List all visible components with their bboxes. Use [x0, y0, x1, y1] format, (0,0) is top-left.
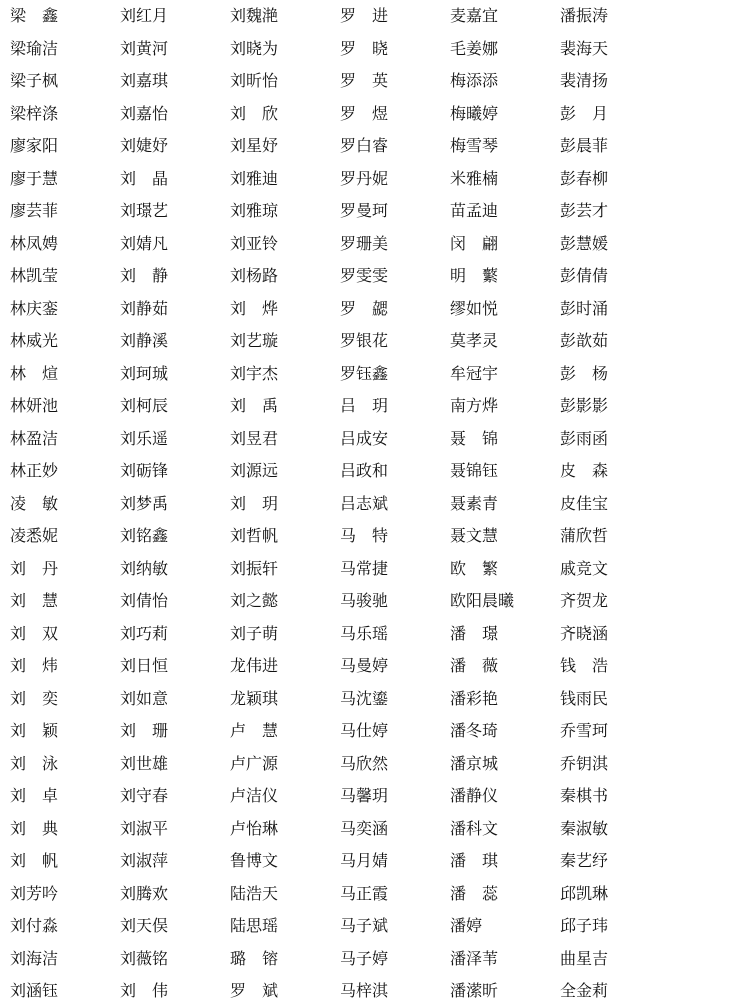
name-cell: 罗 进	[340, 6, 388, 25]
name-cell: 刘 颖	[10, 721, 58, 740]
name-cell: 马骏驰	[340, 591, 389, 610]
name-cell: 刘倩怡	[120, 591, 169, 610]
name-cell: 刘 炜	[10, 656, 58, 675]
name-cell: 刘振轩	[230, 558, 279, 578]
name-cell: 刘纳敏	[120, 558, 169, 578]
name-cell: 林 煊	[10, 363, 58, 383]
name-cell: 欧 繁	[450, 558, 498, 578]
name-cell: 欧阳晨曦	[450, 591, 515, 610]
name-cell: 米雅楠	[450, 168, 499, 188]
name-cell: 聂文慧	[450, 526, 499, 545]
name-cell: 乔雪珂	[560, 721, 609, 740]
name-cell: 林庆銮	[10, 298, 59, 318]
name-cell: 吕政和	[340, 461, 389, 480]
name-cell: 彭芸才	[560, 201, 609, 220]
name-cell: 刘婧凡	[120, 233, 169, 253]
name-cell: 潘彩艳	[450, 688, 499, 708]
name-cell: 钱 浩	[560, 656, 608, 675]
name-cell: 刘 珊	[120, 721, 168, 740]
name-cell: 潘振涛	[560, 6, 609, 25]
name-cell: 潘 琪	[450, 851, 498, 870]
name-cell: 潘潆昕	[450, 981, 499, 1000]
name-cell: 刘 典	[10, 818, 58, 838]
name-cell: 彭 杨	[560, 363, 608, 383]
name-cell: 聂锦钰	[450, 461, 499, 480]
name-cell: 陆思瑶	[230, 916, 279, 935]
name-cell: 马正霞	[340, 883, 389, 903]
name-cell: 梅曦婷	[450, 103, 499, 123]
name-cell: 马梓淇	[340, 981, 389, 1000]
name-cell: 曲星吉	[560, 948, 609, 968]
name-cell: 刘雅迪	[230, 168, 279, 188]
name-cell: 刘日恒	[120, 656, 169, 675]
name-cell: 刘淑萍	[120, 851, 169, 870]
name-cell: 廖家阳	[10, 136, 59, 155]
name-cell: 彭倩倩	[560, 266, 609, 285]
name-cell: 刘嘉琪	[120, 71, 169, 90]
name-cell: 刘雅琼	[230, 201, 279, 220]
name-cell: 林威光	[10, 331, 59, 350]
name-cell: 彭雨函	[560, 428, 609, 448]
name-cell: 刘 帆	[10, 851, 58, 870]
name-cell: 罗钰鑫	[340, 363, 389, 383]
name-cell: 鲁博文	[230, 851, 279, 870]
name-cell: 潘 璟	[450, 623, 498, 643]
name-cell: 林妍池	[10, 396, 59, 415]
name-cell: 陆浩天	[230, 883, 279, 903]
name-cell: 廖于慧	[10, 168, 59, 188]
name-cell: 马子斌	[340, 916, 389, 935]
name-cell: 齐贺龙	[560, 591, 609, 610]
name-cell: 齐晓涵	[560, 623, 609, 643]
name-cell: 刘星妤	[230, 136, 279, 155]
name-cell: 刘 泳	[10, 753, 58, 773]
name-cell: 刘 慧	[10, 591, 58, 610]
name-cell: 马欣然	[340, 753, 389, 773]
name-cell: 刘 双	[10, 623, 58, 643]
name-cell: 刘淑平	[120, 818, 169, 838]
name-cell: 刘昱君	[230, 428, 279, 448]
name-cell: 马月婧	[340, 851, 389, 870]
name-cell: 罗丹妮	[340, 168, 389, 188]
name-cell: 梁子枫	[10, 71, 59, 90]
name-cell: 吕志斌	[340, 493, 389, 513]
name-cell: 秦棋书	[560, 786, 609, 805]
name-cell: 潘科文	[450, 818, 499, 838]
name-cell: 马乐瑶	[340, 623, 389, 643]
name-cell: 刘付淼	[10, 916, 59, 935]
name-cell: 刘天俣	[120, 916, 169, 935]
name-cell: 彭春柳	[560, 168, 609, 188]
name-cell: 马沈鎏	[340, 688, 389, 708]
name-cell: 牟冠宇	[450, 363, 499, 383]
name-cell: 邱子玮	[560, 916, 609, 935]
name-cell: 潘 蕊	[450, 883, 498, 903]
name-cell: 马仕婷	[340, 721, 389, 740]
name-cell: 梅雪琴	[450, 136, 499, 155]
name-cell: 彭慧媛	[560, 233, 609, 253]
name-cell: 彭时涌	[560, 298, 609, 318]
name-cell: 彭晨菲	[560, 136, 609, 155]
name-cell: 刘薇铭	[120, 948, 169, 968]
name-cell: 刘 烨	[230, 298, 278, 318]
name-cell: 刘杨路	[230, 266, 279, 285]
name-cell: 刘 伟	[120, 981, 168, 1000]
name-cell: 彭 月	[560, 103, 608, 123]
name-cell: 凌 敏	[10, 493, 58, 513]
name-cell: 皮 森	[560, 461, 608, 480]
name-cell: 潘婷	[450, 916, 483, 935]
name-cell: 林盈洁	[10, 428, 59, 448]
name-cell: 刘静茹	[120, 298, 169, 318]
name-cell: 刘 禹	[230, 396, 278, 415]
name-cell: 聂 锦	[450, 428, 498, 448]
name-cell: 裴清扬	[560, 71, 609, 90]
name-cell: 林凯莹	[10, 266, 59, 285]
name-cell: 戚竞文	[560, 558, 609, 578]
name-cell: 卢洁仪	[230, 786, 279, 805]
name-cell: 刘晓为	[230, 38, 279, 58]
name-cell: 刘红月	[120, 6, 169, 25]
name-cell: 刘 晶	[120, 168, 168, 188]
name-cell: 明 蘩	[450, 266, 498, 285]
name-cell: 麦嘉宜	[450, 6, 499, 25]
name-cell: 南方烨	[450, 396, 499, 415]
name-cell: 刘乐遥	[120, 428, 169, 448]
name-cell: 刘之懿	[230, 591, 279, 610]
name-cell: 马曼婷	[340, 656, 389, 675]
name-cell: 罗 煜	[340, 103, 388, 123]
name-cell: 刘梦禹	[120, 493, 169, 513]
name-cell: 罗白睿	[340, 136, 389, 155]
name-cell: 马子婷	[340, 948, 389, 968]
name-cell: 秦淑敏	[560, 818, 609, 838]
name-cell: 刘静溪	[120, 331, 169, 350]
name-cell: 彭歆茹	[560, 331, 609, 350]
name-cell: 龙伟进	[230, 656, 279, 675]
name-cell: 梁 鑫	[10, 6, 58, 25]
name-cell: 潘京城	[450, 753, 499, 773]
name-cell: 罗 晓	[340, 38, 388, 58]
name-cell: 刘黄河	[120, 38, 169, 58]
name-cell: 吕成安	[340, 428, 389, 448]
name-cell: 刘 奕	[10, 688, 58, 708]
name-cell: 罗 英	[340, 71, 388, 90]
name-cell: 刘 丹	[10, 558, 58, 578]
name-cell: 刘璟艺	[120, 201, 169, 220]
name-cell: 刘如意	[120, 688, 169, 708]
name-cell: 刘 静	[120, 266, 168, 285]
name-cell: 罗雯雯	[340, 266, 389, 285]
name-cell: 潘冬琦	[450, 721, 499, 740]
name-cell: 刘 欣	[230, 103, 278, 123]
name-cell: 梅添添	[450, 71, 499, 90]
name-cell: 刘涵钰	[10, 981, 59, 1000]
name-cell: 马 特	[340, 526, 388, 545]
name-cell: 潘 薇	[450, 656, 498, 675]
name-cell: 刘世雄	[120, 753, 169, 773]
name-cell: 林凤娉	[10, 233, 59, 253]
name-cell: 蒲欣哲	[560, 526, 609, 545]
name-cell: 刘婕妤	[120, 136, 169, 155]
name-cell: 刘芳吟	[10, 883, 59, 903]
name-cell: 刘宇杰	[230, 363, 279, 383]
name-cell: 卢 慧	[230, 721, 278, 740]
name-cell: 吕 玥	[340, 396, 388, 415]
name-cell: 刘珂珹	[120, 363, 169, 383]
name-cell: 莫孝灵	[450, 331, 499, 350]
name-cell: 罗曼珂	[340, 201, 389, 220]
name-cell: 刘 玥	[230, 493, 278, 513]
name-cell: 全金莉	[560, 981, 609, 1000]
name-cell: 苗孟迪	[450, 201, 499, 220]
name-cell: 聂素青	[450, 493, 499, 513]
name-cell: 闵 翩	[450, 233, 498, 253]
name-cell: 缪如悦	[450, 298, 499, 318]
name-cell: 刘柯辰	[120, 396, 169, 415]
name-cell: 罗银花	[340, 331, 389, 350]
name-cell: 裴海天	[560, 38, 609, 58]
name-cell: 刘海洁	[10, 948, 59, 968]
name-cell: 邱凯琳	[560, 883, 609, 903]
name-cell: 刘子萌	[230, 623, 279, 643]
name-cell: 刘哲帆	[230, 526, 279, 545]
name-cell: 刘昕怡	[230, 71, 279, 90]
name-cell: 马常捷	[340, 558, 389, 578]
name-cell: 毛姜娜	[450, 38, 499, 58]
name-cell: 刘守春	[120, 786, 169, 805]
name-cell: 卢广源	[230, 753, 279, 773]
name-cell: 林正妙	[10, 461, 59, 480]
name-cell: 凌悉妮	[10, 526, 59, 545]
name-cell: 刘巧莉	[120, 623, 169, 643]
name-cell: 刘魏滟	[230, 6, 279, 25]
name-cell: 皮佳宝	[560, 493, 609, 513]
name-cell: 刘嘉怡	[120, 103, 169, 123]
name-cell: 廖芸菲	[10, 201, 59, 220]
name-cell: 乔钥淇	[560, 753, 609, 773]
name-cell: 刘砺锋	[120, 461, 169, 480]
name-cell: 钱雨民	[560, 688, 609, 708]
name-cell: 罗 斌	[230, 981, 278, 1000]
name-cell: 刘亚铃	[230, 233, 279, 253]
name-cell: 龙颖琪	[230, 688, 279, 708]
name-cell: 梁梓涤	[10, 103, 59, 123]
name-cell: 梁瑜洁	[10, 38, 59, 58]
name-cell: 罗 勰	[340, 298, 388, 318]
name-cell: 刘腾欢	[120, 883, 169, 903]
name-cell: 马奕涵	[340, 818, 389, 838]
name-cell: 潘静仪	[450, 786, 499, 805]
name-cell: 彭影影	[560, 396, 609, 415]
name-cell: 卢怡琳	[230, 818, 279, 838]
name-cell: 刘 卓	[10, 786, 58, 805]
name-cell: 刘铭鑫	[120, 526, 169, 545]
name-cell: 刘艺璇	[230, 331, 279, 350]
name-cell: 马馨玥	[340, 786, 389, 805]
name-cell: 璐 镕	[230, 948, 278, 968]
name-cell: 刘源远	[230, 461, 279, 480]
name-cell: 潘泽苇	[450, 948, 499, 968]
name-cell: 秦艺纾	[560, 851, 609, 870]
name-cell: 罗珊美	[340, 233, 389, 253]
